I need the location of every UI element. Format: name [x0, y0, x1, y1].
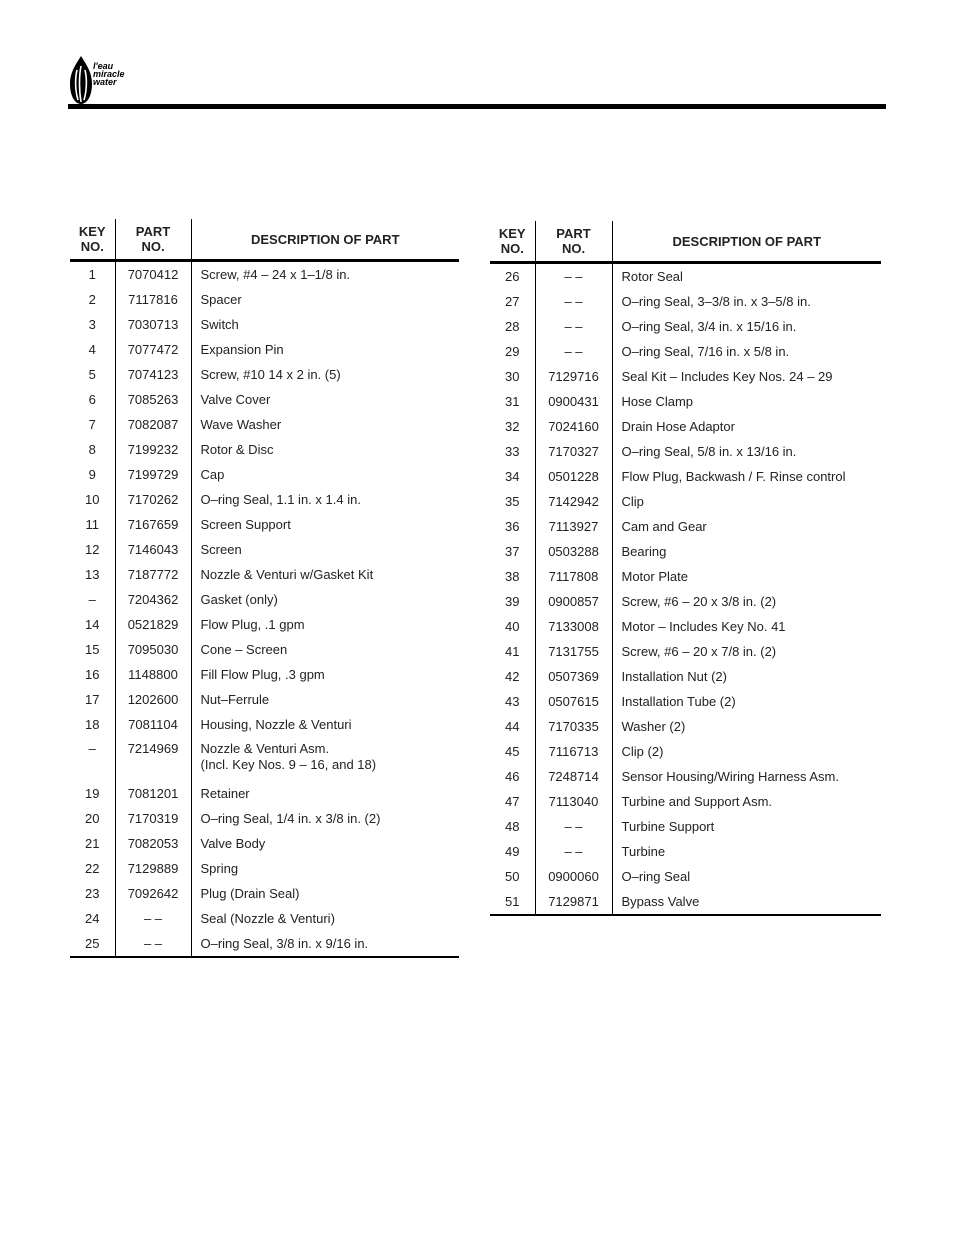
table-row	[490, 789, 881, 814]
description-cell	[612, 464, 881, 489]
parts-table-right	[490, 221, 881, 916]
key-no-cell: 12	[70, 537, 115, 562]
header-rule	[68, 104, 886, 109]
table-row	[490, 664, 881, 689]
key-no-cell: 5	[70, 362, 115, 387]
description-text: Installation Nut (2)	[621, 669, 727, 684]
description-cell	[191, 412, 459, 437]
table-row	[490, 589, 881, 614]
description-cell	[612, 439, 881, 464]
table-row	[490, 464, 881, 489]
key-no-cell: 49	[490, 839, 535, 864]
header-part-no: PART NO.	[115, 219, 191, 261]
description-cell	[612, 764, 881, 789]
description-cell	[612, 714, 881, 739]
key-no-cell: 46	[490, 764, 535, 789]
description-text: Plug (Drain Seal)	[200, 886, 300, 901]
logo-line: miracle	[93, 69, 125, 79]
key-no-cell: 14	[70, 612, 115, 637]
description-cell	[191, 931, 459, 957]
part-no-cell: 7024160	[535, 414, 612, 439]
header-key-no: KEY NO.	[70, 219, 115, 261]
description-text: O–ring Seal, 3/4 in. x 15/16 in.	[621, 319, 797, 334]
part-no-cell: 7082087	[115, 412, 191, 437]
description-text: Screw, #6 – 20 x 3/8 in. (2)	[621, 594, 777, 609]
part-no-cell: 7117816	[115, 287, 191, 312]
description-text: Clip (2)	[621, 744, 664, 759]
key-no-cell: 33	[490, 439, 535, 464]
description-cell	[191, 906, 459, 931]
key-no-cell: 16	[70, 662, 115, 687]
part-no-cell: – –	[535, 289, 612, 314]
part-no-cell: 0900060	[535, 864, 612, 889]
key-no-cell: 23	[70, 881, 115, 906]
part-no-cell: 1148800	[115, 662, 191, 687]
description-cell	[612, 789, 881, 814]
table-row	[490, 564, 881, 589]
description-text: Screen Support	[200, 517, 291, 532]
part-no-cell: 7113927	[535, 514, 612, 539]
part-no-cell: 7113040	[535, 789, 612, 814]
table-row	[490, 714, 881, 739]
table-row	[490, 389, 881, 414]
description-text: Fill Flow Plug, .3 gpm	[200, 667, 325, 682]
part-no-cell: – –	[535, 839, 612, 864]
table-row	[70, 881, 459, 906]
description-cell	[191, 537, 459, 562]
table-row	[70, 737, 459, 781]
header-key-no: KEY NO.	[490, 221, 535, 263]
parts-table-left	[70, 219, 459, 958]
description-text: Nut–Ferrule	[200, 692, 270, 707]
part-no-cell: 0503288	[535, 539, 612, 564]
description-cell	[191, 512, 459, 537]
description-text: Spring	[200, 861, 239, 876]
table-row	[490, 539, 881, 564]
table-row	[490, 689, 881, 714]
description-text: Turbine	[621, 844, 666, 859]
table-row	[70, 512, 459, 537]
key-no-cell: 42	[490, 664, 535, 689]
part-no-cell: 7133008	[535, 614, 612, 639]
part-no-cell: 7092642	[115, 881, 191, 906]
key-no-cell: 15	[70, 637, 115, 662]
description-text: O–ring Seal, 1/4 in. x 3/8 in. (2)	[200, 811, 381, 826]
description-cell	[191, 261, 459, 288]
part-no-cell: 0900431	[535, 389, 612, 414]
description-text: Nozzle & Venturi w/Gasket Kit	[200, 567, 374, 582]
key-no-cell: 3	[70, 312, 115, 337]
description-cell	[612, 314, 881, 339]
part-no-cell: 7129716	[535, 364, 612, 389]
key-no-cell: 13	[70, 562, 115, 587]
description-cell	[612, 739, 881, 764]
key-no-cell: 48	[490, 814, 535, 839]
description-cell	[612, 514, 881, 539]
description-text: O–ring Seal, 3/8 in. x 9/16 in.	[200, 936, 369, 951]
table-row	[490, 339, 881, 364]
description-text: O–ring Seal, 3–3/8 in. x 3–5/8 in.	[621, 294, 811, 309]
table-row	[490, 639, 881, 664]
key-no-cell: 35	[490, 489, 535, 514]
description-text: Nozzle & Venturi Asm.	[200, 741, 330, 756]
table-row	[70, 712, 459, 737]
key-no-cell: 43	[490, 689, 535, 714]
description-text: Wave Washer	[200, 417, 282, 432]
table-row	[70, 806, 459, 831]
key-no-cell: 50	[490, 864, 535, 889]
description-cell	[191, 612, 459, 637]
key-no-cell: 17	[70, 687, 115, 712]
description-cell	[612, 639, 881, 664]
key-no-cell: 22	[70, 856, 115, 881]
part-no-cell: 7199232	[115, 437, 191, 462]
description-text: O–ring Seal, 1.1 in. x 1.4 in.	[200, 492, 361, 507]
description-cell	[191, 856, 459, 881]
table-row	[490, 889, 881, 915]
description-cell	[191, 587, 459, 612]
part-no-cell: 7214969	[115, 737, 191, 781]
description-cell	[612, 614, 881, 639]
table-row	[490, 864, 881, 889]
part-no-cell: 7170327	[535, 439, 612, 464]
description-cell	[612, 263, 881, 290]
key-no-cell: 30	[490, 364, 535, 389]
table-row	[70, 312, 459, 337]
description-cell	[191, 781, 459, 806]
description-text: Housing, Nozzle & Venturi	[200, 717, 352, 732]
part-no-cell: – –	[535, 339, 612, 364]
description-text: Sensor Housing/Wiring Harness Asm.	[621, 769, 839, 784]
description-cell	[191, 881, 459, 906]
key-no-cell: 1	[70, 261, 115, 288]
part-no-cell: 7131755	[535, 639, 612, 664]
part-no-cell: 7116713	[535, 739, 612, 764]
key-no-cell: 38	[490, 564, 535, 589]
description-cell	[612, 814, 881, 839]
table-header-row	[70, 219, 459, 261]
part-no-cell: – –	[115, 931, 191, 957]
key-no-cell: 29	[490, 339, 535, 364]
table-row	[70, 781, 459, 806]
table-row	[70, 437, 459, 462]
table-row	[490, 314, 881, 339]
table-row	[70, 856, 459, 881]
description-text: Screen	[200, 542, 242, 557]
table-row	[70, 362, 459, 387]
description-text: Flow Plug, .1 gpm	[200, 617, 305, 632]
description-text: Valve Cover	[200, 392, 271, 407]
description-text: O–ring Seal, 5/8 in. x 13/16 in.	[621, 444, 797, 459]
key-no-cell: –	[70, 737, 115, 781]
description-cell	[191, 362, 459, 387]
key-no-cell: 45	[490, 739, 535, 764]
description-cell	[612, 539, 881, 564]
key-no-cell: 34	[490, 464, 535, 489]
key-no-cell: 26	[490, 263, 535, 290]
description-cell	[612, 389, 881, 414]
table-row	[490, 839, 881, 864]
description-text: Flow Plug, Backwash / F. Rinse control	[621, 469, 846, 484]
table-row	[70, 462, 459, 487]
description-text: Turbine Support	[621, 819, 715, 834]
description-text: Motor Plate	[621, 569, 688, 584]
part-no-cell: 7170319	[115, 806, 191, 831]
table-row	[490, 814, 881, 839]
table-row	[70, 931, 459, 957]
part-no-cell: 7142942	[535, 489, 612, 514]
description-text: Seal Kit – Includes Key Nos. 24 – 29	[621, 369, 833, 384]
key-no-cell: 36	[490, 514, 535, 539]
table-header-row	[490, 221, 881, 263]
key-no-cell: 39	[490, 589, 535, 614]
table-row	[70, 537, 459, 562]
description-text: O–ring Seal	[621, 869, 691, 884]
description-text: Spacer	[200, 292, 242, 307]
key-no-cell: 21	[70, 831, 115, 856]
description-cell	[191, 637, 459, 662]
table-row	[490, 489, 881, 514]
key-no-cell: –	[70, 587, 115, 612]
description-cell	[191, 562, 459, 587]
table-row	[70, 662, 459, 687]
table-row	[70, 261, 459, 288]
description-text: Drain Hose Adaptor	[621, 419, 735, 434]
description-cell	[191, 437, 459, 462]
part-no-cell: 7081201	[115, 781, 191, 806]
description-text: Expansion Pin	[200, 342, 284, 357]
logo-line: water	[93, 77, 117, 87]
key-no-cell: 25	[70, 931, 115, 957]
table-row	[70, 687, 459, 712]
table-row	[70, 287, 459, 312]
description-cell	[612, 864, 881, 889]
key-no-cell: 40	[490, 614, 535, 639]
table-row	[490, 514, 881, 539]
logo-drop-icon	[68, 54, 94, 106]
description-text: Hose Clamp	[621, 394, 694, 409]
description-text: Washer (2)	[621, 719, 686, 734]
description-cell	[191, 806, 459, 831]
description-text: O–ring Seal, 7/16 in. x 5/8 in.	[621, 344, 790, 359]
description-cell	[612, 664, 881, 689]
description-cell	[191, 312, 459, 337]
table-row	[70, 906, 459, 931]
key-no-cell: 10	[70, 487, 115, 512]
description-text: Screw, #4 – 24 x 1–1/8 in.	[200, 267, 351, 282]
table-row	[490, 289, 881, 314]
part-no-cell: 1202600	[115, 687, 191, 712]
part-no-cell: 7146043	[115, 537, 191, 562]
part-no-cell: 7204362	[115, 587, 191, 612]
description-text: Retainer	[200, 786, 250, 801]
part-no-cell: 7129889	[115, 856, 191, 881]
key-no-cell: 51	[490, 889, 535, 915]
part-no-cell: 7199729	[115, 462, 191, 487]
part-no-cell: 7085263	[115, 387, 191, 412]
table-row	[70, 612, 459, 637]
part-no-cell: 7077472	[115, 337, 191, 362]
table-row	[490, 263, 881, 290]
part-no-cell: 0501228	[535, 464, 612, 489]
key-no-cell: 9	[70, 462, 115, 487]
key-no-cell: 41	[490, 639, 535, 664]
logo-wordmark	[93, 62, 125, 86]
part-no-cell: 7187772	[115, 562, 191, 587]
logo-line: l'eau	[93, 61, 114, 71]
description-cell	[612, 689, 881, 714]
description-cell	[612, 364, 881, 389]
description-cell	[612, 414, 881, 439]
description-cell	[612, 564, 881, 589]
description-text: Clip	[621, 494, 644, 509]
part-no-cell: – –	[535, 263, 612, 290]
table-row	[70, 831, 459, 856]
part-no-cell: 0507369	[535, 664, 612, 689]
part-no-cell: 7170262	[115, 487, 191, 512]
key-no-cell: 37	[490, 539, 535, 564]
header-part-no: PART NO.	[535, 221, 612, 263]
table-row	[490, 614, 881, 639]
part-no-cell: 0507615	[535, 689, 612, 714]
description-text: Installation Tube (2)	[621, 694, 736, 709]
table-row	[490, 764, 881, 789]
part-no-cell: 7117808	[535, 564, 612, 589]
description-cell	[612, 489, 881, 514]
key-no-cell: 24	[70, 906, 115, 931]
description-cell	[191, 831, 459, 856]
description-text: Cam and Gear	[621, 519, 707, 534]
description-text: Screw, #6 – 20 x 7/8 in. (2)	[621, 644, 777, 659]
description-text: Seal (Nozzle & Venturi)	[200, 911, 335, 926]
description-cell	[191, 487, 459, 512]
description-cell	[612, 839, 881, 864]
description-text: Motor – Includes Key No. 41	[621, 619, 786, 634]
description-cell	[612, 289, 881, 314]
part-no-cell: 7170335	[535, 714, 612, 739]
table-row	[70, 387, 459, 412]
description-text: Rotor & Disc	[200, 442, 274, 457]
table-row	[490, 739, 881, 764]
key-no-cell: 31	[490, 389, 535, 414]
description-text: Cone – Screen	[200, 642, 288, 657]
part-no-cell: 0521829	[115, 612, 191, 637]
part-no-cell: 7081104	[115, 712, 191, 737]
table-row	[490, 414, 881, 439]
description-cell	[191, 287, 459, 312]
key-no-cell: 8	[70, 437, 115, 462]
key-no-cell: 6	[70, 387, 115, 412]
description-text: Screw, #10 14 x 2 in. (5)	[200, 367, 341, 382]
description-cell	[612, 889, 881, 915]
part-no-cell: 7070412	[115, 261, 191, 288]
description-text: Valve Body	[200, 836, 266, 851]
part-no-cell: – –	[535, 314, 612, 339]
description-cell	[612, 589, 881, 614]
description-text: Turbine and Support Asm.	[621, 794, 773, 809]
part-no-cell: 7030713	[115, 312, 191, 337]
part-no-cell: 0900857	[535, 589, 612, 614]
description-cell	[191, 662, 459, 687]
header-description: DESCRIPTION OF PART	[191, 219, 459, 261]
description-text: Rotor Seal	[621, 269, 683, 284]
key-no-cell: 4	[70, 337, 115, 362]
description-cell	[191, 737, 459, 781]
logo	[68, 54, 148, 104]
table-row	[70, 337, 459, 362]
table-row	[70, 637, 459, 662]
description-cell	[191, 712, 459, 737]
key-no-cell: 27	[490, 289, 535, 314]
key-no-cell: 44	[490, 714, 535, 739]
part-no-cell: 7095030	[115, 637, 191, 662]
description-cell	[612, 339, 881, 364]
description-text: Gasket (only)	[200, 592, 278, 607]
key-no-cell: 18	[70, 712, 115, 737]
key-no-cell: 32	[490, 414, 535, 439]
description-cell	[191, 387, 459, 412]
part-no-cell: 7129871	[535, 889, 612, 915]
description-cell	[191, 462, 459, 487]
description-cell	[191, 687, 459, 712]
description-text: Bearing	[621, 544, 667, 559]
key-no-cell: 20	[70, 806, 115, 831]
description-text: Switch	[200, 317, 239, 332]
table-row	[70, 487, 459, 512]
table-row	[70, 562, 459, 587]
description-cell	[191, 337, 459, 362]
key-no-cell: 7	[70, 412, 115, 437]
key-no-cell: 19	[70, 781, 115, 806]
description-text: Cap	[200, 467, 225, 482]
part-no-cell: 7074123	[115, 362, 191, 387]
table-row	[70, 412, 459, 437]
part-no-cell: 7248714	[535, 764, 612, 789]
table-row	[490, 364, 881, 389]
part-no-cell: 7082053	[115, 831, 191, 856]
part-no-cell: – –	[535, 814, 612, 839]
header-description: DESCRIPTION OF PART	[612, 221, 881, 263]
part-no-cell: 7167659	[115, 512, 191, 537]
key-no-cell: 47	[490, 789, 535, 814]
description-text: Bypass Valve	[621, 894, 700, 909]
key-no-cell: 28	[490, 314, 535, 339]
description-text-line2: (Incl. Key Nos. 9 – 16, and 18)	[200, 757, 377, 772]
key-no-cell: 11	[70, 512, 115, 537]
key-no-cell: 2	[70, 287, 115, 312]
table-row	[490, 439, 881, 464]
part-no-cell: – –	[115, 906, 191, 931]
table-row	[70, 587, 459, 612]
